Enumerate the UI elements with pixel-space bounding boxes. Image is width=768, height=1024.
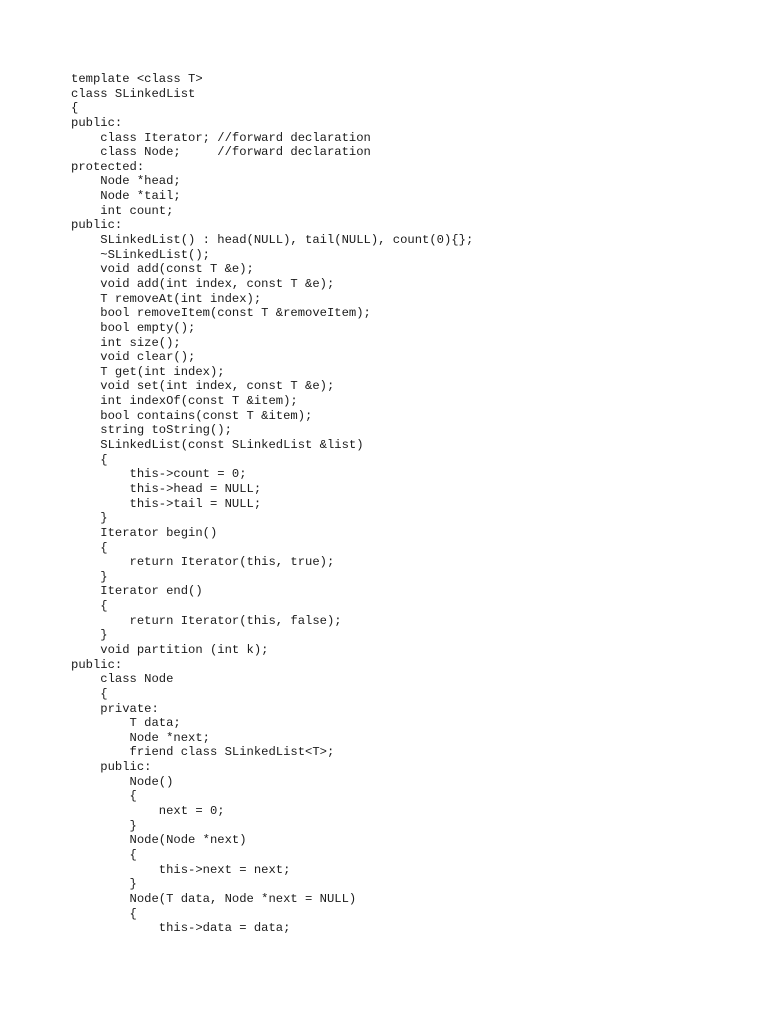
- code-line: class SLinkedList: [71, 86, 196, 101]
- code-line: Node *head;: [71, 174, 181, 189]
- code-line: public:: [71, 218, 123, 233]
- code-line: friend class SLinkedList<T>;: [71, 745, 335, 760]
- code-line: int size();: [71, 335, 181, 350]
- code-line: {: [71, 847, 137, 862]
- code-line: void add(const T &e);: [71, 262, 254, 277]
- code-line: this->tail = NULL;: [71, 496, 262, 511]
- code-block: [71, 72, 473, 936]
- code-line: this->next = next;: [71, 862, 291, 877]
- code-line: next = 0;: [71, 804, 225, 819]
- code-line: Node *tail;: [71, 189, 181, 204]
- code-line: ~SLinkedList();: [71, 247, 210, 262]
- code-line: template <class T>: [71, 72, 203, 86]
- code-line: void partition (int k);: [71, 642, 269, 657]
- code-line: {: [71, 452, 108, 467]
- code-line: {: [71, 686, 108, 701]
- code-line: public:: [71, 115, 123, 130]
- code-line: T data;: [71, 716, 181, 731]
- code-line: Node *next;: [71, 730, 210, 745]
- code-line: class Iterator; //forward declaration: [71, 130, 371, 145]
- code-line: void clear();: [71, 350, 196, 365]
- code-line: }: [71, 877, 137, 892]
- code-line: string toString();: [71, 423, 232, 438]
- code-line: Iterator begin(): [71, 525, 218, 540]
- code-line: public:: [71, 657, 123, 672]
- code-line: this->data = data;: [71, 921, 291, 936]
- code-line: this->head = NULL;: [71, 481, 262, 496]
- code-line: Node(T data, Node *next = NULL): [71, 891, 357, 906]
- code-line: T get(int index);: [71, 364, 225, 379]
- code-line: }: [71, 511, 108, 526]
- code-line: {: [71, 789, 137, 804]
- code-line: {: [71, 540, 108, 555]
- code-line: Node(Node *next): [71, 833, 247, 848]
- code-line: {: [71, 101, 79, 116]
- code-line: Node(): [71, 774, 174, 789]
- code-line: void set(int index, const T &e);: [71, 379, 335, 394]
- code-line: {: [71, 906, 137, 921]
- code-line: int count;: [71, 203, 174, 218]
- code-line: {: [71, 599, 108, 614]
- code-line: SLinkedList() : head(NULL), tail(NULL), count(0){};: [71, 233, 474, 248]
- code-line: protected:: [71, 159, 145, 174]
- code-line: this->count = 0;: [71, 467, 247, 482]
- code-line: }: [71, 818, 137, 833]
- code-line: public:: [71, 760, 152, 775]
- code-line: private:: [71, 701, 159, 716]
- code-line: T removeAt(int index);: [71, 291, 262, 306]
- code-line: bool removeItem(const T &removeItem);: [71, 306, 371, 321]
- code-line: class Node; //forward declaration: [71, 145, 371, 160]
- code-line: }: [71, 628, 108, 643]
- code-line: return Iterator(this, false);: [71, 613, 342, 628]
- code-line: return Iterator(this, true);: [71, 555, 335, 570]
- code-line: int indexOf(const T &item);: [71, 394, 298, 409]
- code-line: }: [71, 569, 108, 584]
- code-line: class Node: [71, 672, 174, 687]
- code-line: bool contains(const T &item);: [71, 408, 313, 423]
- code-line: void add(int index, const T &e);: [71, 276, 335, 291]
- code-line: Iterator end(): [71, 584, 203, 599]
- code-line: SLinkedList(const SLinkedList &list): [71, 438, 364, 453]
- code-line: bool empty();: [71, 320, 196, 335]
